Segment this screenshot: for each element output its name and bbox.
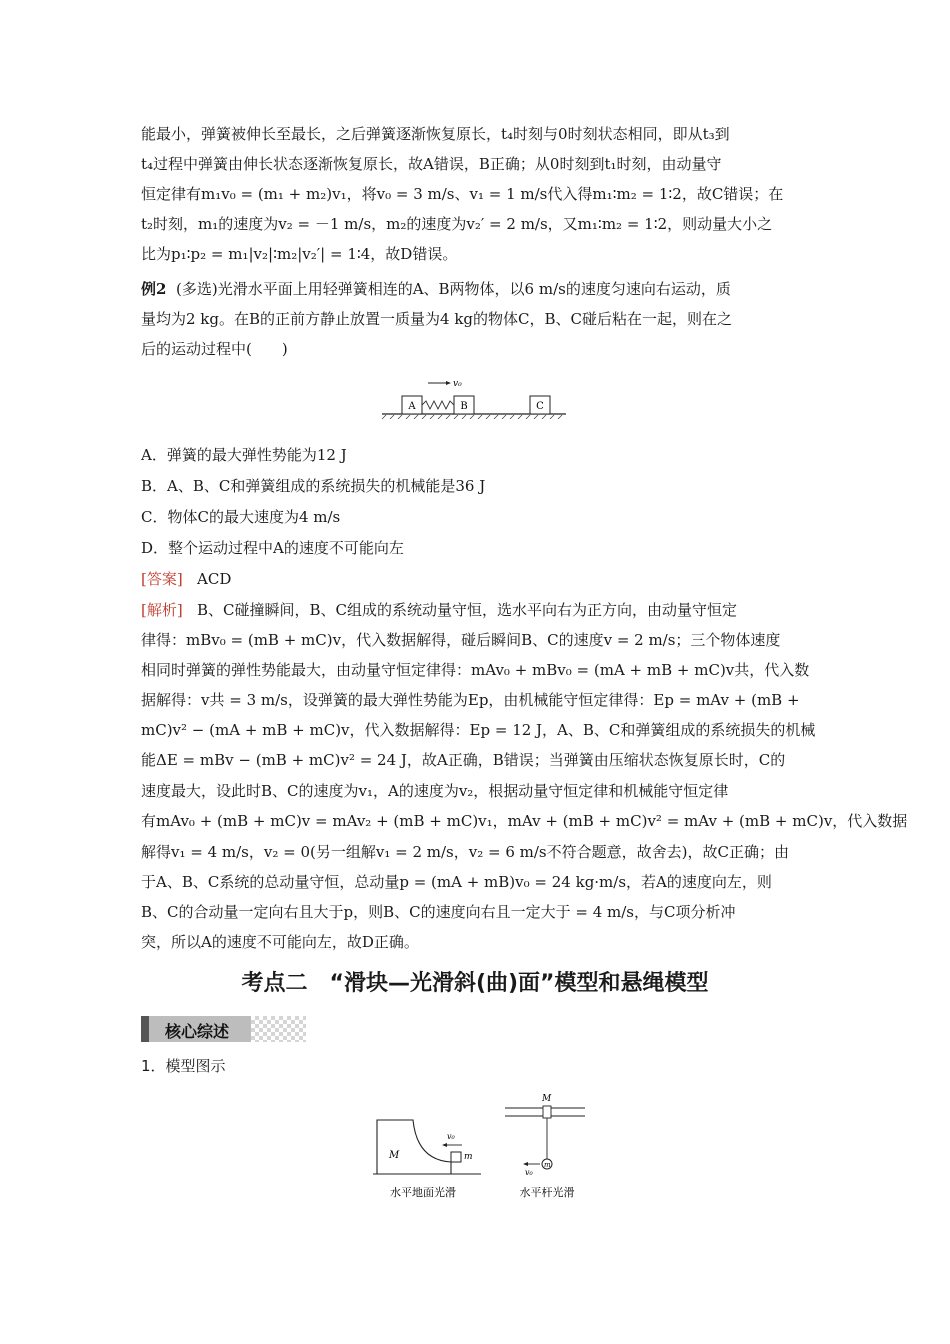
figure-models	[365, 1088, 595, 1208]
analysis-line: 律得：mBv₀ = (mB + mC)v，代入数据解得，碰后瞬间B、C的速度v = 2 m/s；三个物体速度	[141, 631, 781, 649]
velocity-label: v₀	[453, 379, 462, 389]
text-line: t₂时刻，m₁的速度为v₂ = －1 m/s，m₂的速度为v₂′ = 2 m/s，又m₁∶m₂ = 1∶2，则动量大小之	[141, 215, 773, 233]
section-banner	[141, 1016, 306, 1042]
analysis-tag: [解析]	[141, 601, 183, 619]
analysis-text: B、C碰撞瞬间，B、C组成的系统动量守恒，选水平向右为正方向，由动量守恒定	[197, 601, 738, 619]
block-b-label: B	[460, 401, 468, 412]
section-title: 考点二 “滑块—光滑斜(曲)面”模型和悬绳模型	[241, 971, 709, 996]
subheading: 1．模型图示	[141, 1057, 226, 1075]
answer-value: ACD	[197, 570, 232, 588]
velocity-label: v₀	[525, 1168, 533, 1177]
example-line: 后的运动过程中( )	[141, 340, 288, 358]
big-mass-label: M	[542, 1094, 552, 1104]
right-caption: 水平杆光滑	[519, 1186, 575, 1199]
analysis-line: 于A、B、C系统的总动量守恒，总动量p = (mA + mB)v₀ = 24 kg·m/s，若A的速度向左，则	[141, 873, 772, 891]
curved-surface-model	[373, 1120, 481, 1199]
example-label: 例2	[141, 280, 167, 298]
answer-tag: [答案]	[141, 570, 183, 588]
velocity-label: v₀	[447, 1132, 455, 1141]
block-c-label: C	[536, 401, 544, 412]
option-b: B．A、B、C和弹簧组成的系统损失的机械能是36 J	[141, 477, 486, 495]
text-line: 能最小，弹簧被伸长至最长，之后弹簧逐渐恢复原长，t₄时刻与0时刻状态相同，即从t₃到	[141, 125, 730, 143]
analysis-line: 据解得：v共 = 3 m/s，设弹簧的最大弹性势能为Ep，由机械能守恒定律得：Ep = mAv + (mB +	[141, 691, 800, 709]
example-line: 量均为2 kg。在B的正前方静止放置一质量为4 kg的物体C，B、C碰后粘在一起，则在之	[141, 310, 733, 328]
small-mass-label: m	[464, 1152, 473, 1162]
text-line: t₄过程中弹簧由伸长状态逐渐恢复原长，故A错误，B正确；从0时刻到t₁时刻，由动量守	[141, 155, 722, 173]
block-a-label: A	[408, 401, 416, 412]
analysis-line	[141, 600, 737, 620]
text-line: 比为p₁∶p₂ = m₁|v₂|∶m₂|v₂′| = 1∶4，故D错误。	[141, 245, 458, 263]
option-d: D．整个运动过程中A的速度不可能向左	[141, 539, 404, 557]
analysis-line: B、C的合动量一定向右且大于p，则B、C的速度向右且一定大于 = 4 m/s，与C项分析冲	[141, 903, 736, 921]
hanging-rope-model	[505, 1094, 585, 1199]
small-mass-label: m	[544, 1161, 551, 1169]
analysis-line: 速度最大，设此时B、C的速度为v₁，A的速度为v₂，根据动量守恒定律和机械能守恒定律	[141, 782, 729, 800]
figure-spring-blocks	[380, 372, 570, 420]
analysis-line: 能ΔE = mBv − (mB + mC)v² = 24 J，故A正确，B错误；当弹簧由压缩状态恢复原长时，C的	[141, 751, 786, 769]
big-mass-label: M	[389, 1150, 400, 1161]
text-line: 恒定律有m₁v₀ = (m₁ + m₂)v₁，将v₀ = 3 m/s、v₁ = 1 m/s代入得m₁∶m₂ = 1∶2，故C错误；在	[141, 185, 784, 203]
answer-line	[141, 569, 231, 589]
analysis-line: 突，所以A的速度不可能向左，故D正确。	[141, 933, 419, 951]
analysis-line: 解得v₁ = 4 m/s，v₂ = 0(另一组解v₁ = 2 m/s，v₂ = 6 m/s不符合题意，故舍去)，故C正确；由	[141, 843, 789, 861]
option-a: A．弹簧的最大弹性势能为12 J	[141, 446, 347, 464]
option-c: C．物体C的最大速度为4 m/s	[141, 508, 341, 526]
analysis-line: 有mAv₀ + (mB + mC)v = mAv₂ + (mB + mC)v₁，mAv + (mB + mC)v² = mAv + (mB + mC)v，代入数据	[141, 812, 908, 830]
analysis-line: 相同时弹簧的弹性势能最大，由动量守恒定律得：mAv₀ + mBv₀ = (mA + mB + mC)v共，代入数	[141, 661, 810, 679]
banner-label: 核心综述	[165, 1022, 230, 1041]
example-line	[141, 279, 731, 299]
analysis-line: mC)v² − (mA + mB + mC)v，代入数据解得：Ep = 12 J，A、B、C和弹簧组成的系统损失的机械	[141, 721, 816, 739]
spring-icon	[422, 401, 454, 409]
example-text: (多选)光滑水平面上用轻弹簧相连的A、B两物体，以6 m/s的速度匀速向右运动，质	[175, 280, 731, 298]
left-caption: 水平地面光滑	[390, 1186, 456, 1199]
